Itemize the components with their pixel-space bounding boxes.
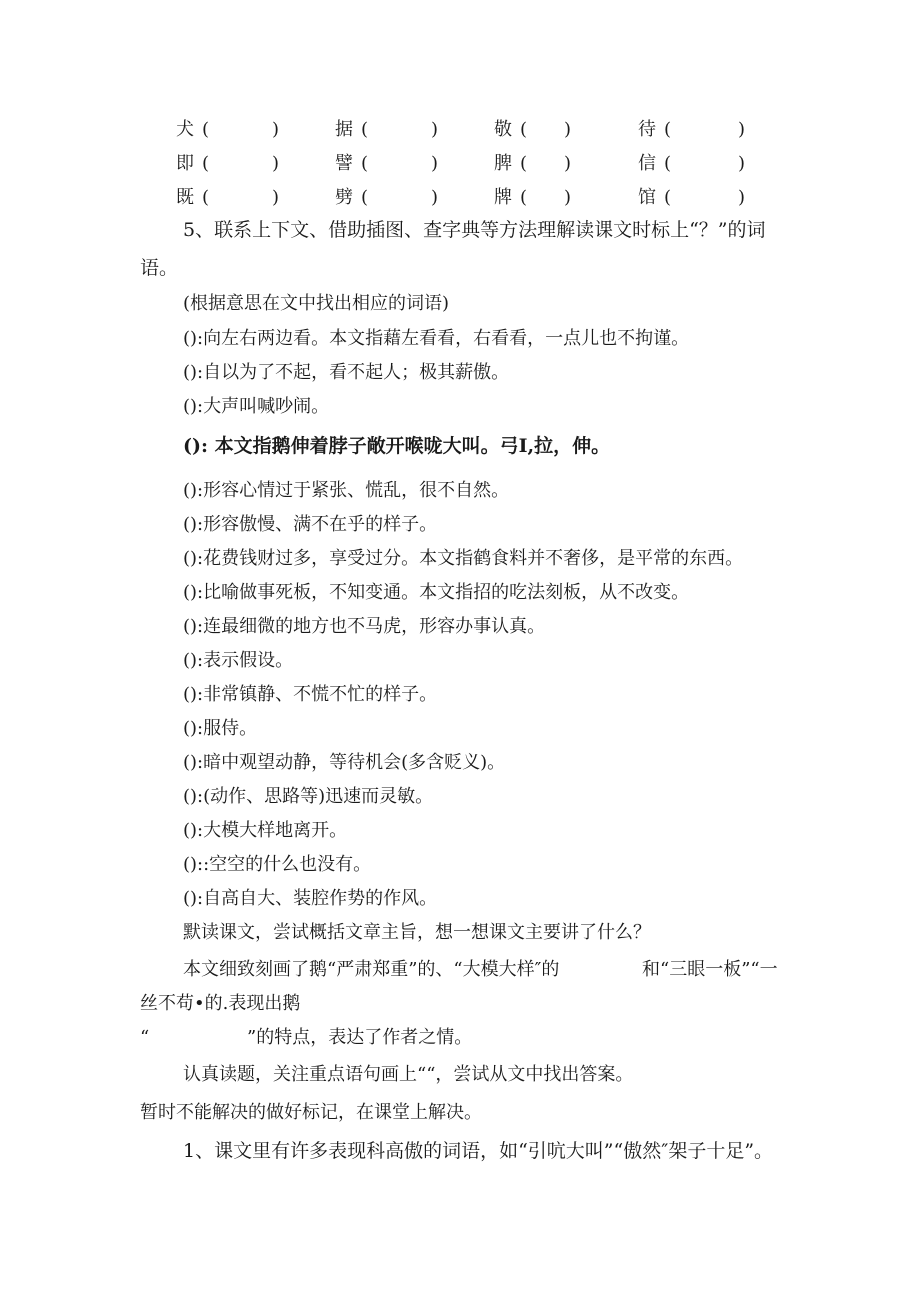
definition-item: ():自高自大、装腔作势的作风。 [183,888,438,909]
grid-open-paren: ( [520,153,528,174]
grid-cell [638,152,746,176]
grid-cell [638,118,746,142]
grid-cell [335,186,439,210]
definition-item: ():比喻做事死板，不知变通。本文指招的吃法刻板，从不改变。 [183,582,690,603]
summary-fill-line-1b: 和“三眼一板”“一 [642,959,778,980]
grid-close-paren: ) [738,153,746,174]
grid-character: 敬 [494,119,512,140]
reading-instruction-line-2: 暂时不能解决的做好标记，在课堂上解决。 [140,1102,482,1123]
summary-fill-line-3-open: “ [140,1027,150,1048]
definition-item: (): 本文指鹅伸着脖子敞开喉咙大叫。弓I,拉，伸。 [183,435,611,457]
grid-character: 既 [176,187,194,208]
definition-item: ()::空空的什么也没有。 [183,854,372,875]
grid-close-paren: ) [564,153,572,174]
question-1: 1、课文里有许多表现科高傲的词语，如“引吭大叫”“傲然″架子十足”。 [183,1140,774,1162]
grid-close-paren: ) [564,119,572,140]
grid-open-paren: ( [202,119,210,140]
grid-close-paren: ) [272,119,280,140]
grid-close-paren: ) [272,153,280,174]
grid-character: 待 [638,119,656,140]
grid-cell [494,118,572,142]
grid-close-paren: ) [564,187,572,208]
grid-cell [176,186,280,210]
grid-character: 即 [176,153,194,174]
grid-close-paren: ) [738,119,746,140]
grid-character: 据 [335,119,353,140]
grid-open-paren: ( [520,187,528,208]
grid-cell [494,186,572,210]
grid-open-paren: ( [664,119,672,140]
grid-character: 劈 [335,187,353,208]
definition-item: ():非常镇静、不慌不忙的样子。 [183,684,438,705]
grid-character: 馆 [638,187,656,208]
grid-character: 牌 [494,187,512,208]
definition-item: ():向左右两边看。本文指藉左看看，右看看，一点儿也不拘谨。 [183,328,690,349]
grid-cell [638,186,746,210]
grid-close-paren: ) [431,119,439,140]
summary-fill-line-2: 丝不苟•的.表现出鹅 [140,993,301,1014]
question-5-hint: (根据意思在文中找出相应的词语) [183,293,450,314]
definition-item: ():大模大样地离开。 [183,820,348,841]
grid-open-paren: ( [361,187,369,208]
grid-close-paren: ) [431,153,439,174]
definition-item: ():表示假设。 [183,650,294,671]
grid-open-paren: ( [202,153,210,174]
grid-character: 犬 [176,119,194,140]
question-5-line-2: 语。 [140,257,179,279]
grid-cell [176,118,280,142]
grid-cell [176,152,280,176]
definition-item: ():暗中观望动静，等待机会(多含贬义)。 [183,752,506,773]
definition-item: ():(动作、思路等)迅速而灵敏。 [183,786,434,807]
definition-item: ():连最细微的地方也不马虎，形容办事认真。 [183,616,546,637]
grid-close-paren: ) [431,187,439,208]
grid-close-paren: ) [738,187,746,208]
grid-open-paren: ( [664,153,672,174]
grid-character: 譬 [335,153,353,174]
grid-close-paren: ) [272,187,280,208]
grid-cell [494,152,572,176]
grid-open-paren: ( [520,119,528,140]
grid-cell [335,152,439,176]
definition-item: ():形容傲慢、满不在乎的样子。 [183,514,438,535]
grid-character: 脾 [494,153,512,174]
definition-item: ():自以为了不起，看不起人；极其薪傲。 [183,362,510,383]
grid-open-paren: ( [361,119,369,140]
grid-open-paren: ( [361,153,369,174]
definition-item: ():大声叫喊吵闹。 [183,396,330,417]
grid-open-paren: ( [202,187,210,208]
definition-item: ():服侍。 [183,718,258,739]
summary-fill-line-3-rest: ”的特点，表达了作者之情。 [247,1027,473,1048]
summary-prompt: 默读课文，尝试概括文章主旨，想一想课文主要讲了什么？ [183,922,651,943]
reading-instruction-line-1: 认真读题，关注重点语句画上““，尝试从文中找出答案。 [183,1064,634,1085]
grid-cell [335,118,439,142]
grid-open-paren: ( [664,187,672,208]
definition-item: ():形容心情过于紧张、慌乱，很不自然。 [183,480,510,501]
grid-character: 信 [638,153,656,174]
definition-item: ():花费钱财过多，享受过分。本文指鹤食料并不奢侈，是平常的东西。 [183,548,744,569]
summary-fill-line-1a: 本文细致刻画了鹅“严肃郑重”的、“大模大样″的 [183,959,560,980]
question-5-line-1: 5、联系上下文、借助插图、查字典等方法理解读课文时标上“？”的词 [183,219,766,241]
